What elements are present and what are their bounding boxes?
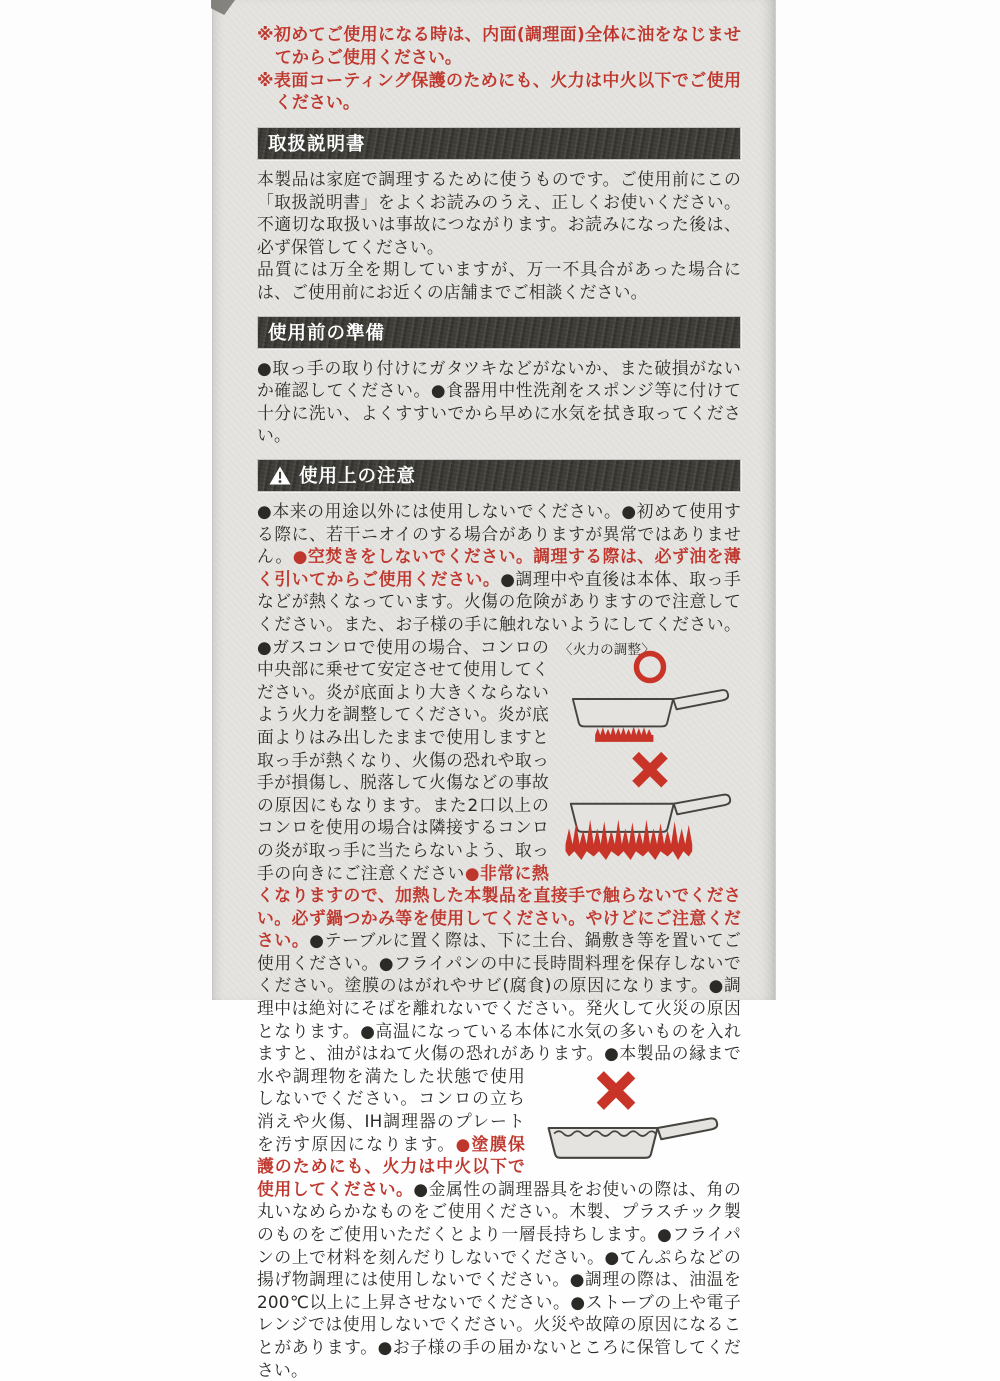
text-segment: ●金属性の調理器具をお使いの際は、角の丸いなめらかなものをご使用ください。木製、プラスチック製のものをご使用いただくとより一層長持ちします。●フライパンの上で材料を刻んだりしないでください。●てんぷらなどの揚げ物調理には使用しないでください。●調理の際は、油温を200℃以上に上昇させないでください。●ストーブの上や電子レンジでは使用しないでください。火災や故障の原因になることがあります。●お子様の手の届かないところに保管してください。 — [257, 1178, 741, 1380]
section-title-preparation: 使用前の準備 — [268, 322, 386, 344]
warning-text-segment: ●空焚きをしないでください。調理する際は、必ず油を薄く引いてからご使用ください。 — [257, 546, 741, 589]
paragraph — [257, 168, 741, 258]
section-header-manual — [257, 127, 741, 160]
section-header-cautions — [257, 459, 741, 492]
section-header-preparation — [257, 316, 741, 349]
paragraph — [257, 500, 741, 1381]
section-body-preparation — [257, 357, 741, 447]
text-segment: ●テーブルに置く際は、下に土台、鍋敷き等を置いてご使用ください。●フライパンの中に長時間料理を保存しないでください。塗膜のはがれやサビ(腐食)の原因になります。●調理中は絶対にそばを離れないでください。発火して火災の原因となります。●高温になっている本体に水気の多いものを入れますと、油がはねて火傷の恐れがあります。 — [257, 930, 741, 1064]
section-title-cautions: 使用上の注意 — [299, 466, 417, 487]
sections — [257, 127, 741, 1381]
figure-do-not-fill-to-brim — [533, 1068, 741, 1169]
text-segment: ●本製品の縁まで水や調理物を満たした状態で使用しないでください。コンロの立ち消えや火傷、IH調理器のプレートを汚す原因になります。 — [257, 1043, 741, 1154]
text-segment: ●本来の用途以外には使用しないでください。●初めて使用する際に、若干ニオイのする場合がありますが異常ではありません。 — [257, 501, 741, 567]
top-note-1: ※初めてご使用になる時は、内面(調理面)全体に油をなじませてからご使用ください。 — [257, 25, 741, 68]
text-segment: ●取っ手の取り付けにガタツキなどがないか、また破損がないか確認してください。●食器用中性洗剤をスポンジ等に付けて十分に洗い、よくすすいでから早めに水気を拭き取ってください。 — [257, 357, 741, 446]
figure-heat-adjust — [559, 639, 741, 869]
section-body-cautions — [257, 500, 741, 1381]
paragraph — [257, 258, 741, 303]
sheet-corner-shadow — [211, 0, 235, 15]
text-segment: ●ガスコンロで使用の場合、コンロの中央部に乗せて安定させて使用してください。炎が底面より大きくならないよう火力を調整してください。炎が底面よりはみ出したままで使用しますと取っ手が熱くなり、火傷の恐れや取っ手が損傷し、脱落して火傷などの事故の原因にもなります。また2口以上のコンロを使用の場合は隣接するコンロの炎が取っ手に当たらないよう、取っ手の向きにご注意ください — [257, 636, 549, 883]
cross-icon — [627, 749, 673, 790]
text-segment: 本製品は家庭で調理するために使うものです。ご使用前にこの「取扱説明書」をよくお読みのうえ、正しくお使いください。不適切な取扱いは事故につながります。お読みになった後は、必ず保管してください。 — [257, 169, 741, 257]
section-body-manual — [257, 168, 741, 304]
top-note-2: ※表面コーティング保護のためにも、火力は中火以下でご使用ください。 — [257, 70, 741, 114]
sheet-content — [257, 24, 741, 1381]
warning-text-segment: ●塗膜保護のためにも、火力は中火以下で使用してください。 — [257, 1133, 526, 1199]
text-segment: 品質には万全を期していますが、万一不具合があった場合には、ご使用前にお近くの店舗までご相談ください。 — [257, 259, 741, 303]
warning-triangle-icon — [268, 465, 292, 486]
pan-filled-to-brim-illustration — [533, 1115, 741, 1169]
paragraph — [257, 357, 741, 447]
circle-outline-icon — [630, 649, 670, 685]
instruction-sheet — [212, 0, 776, 1380]
pan-with-oversized-flame-illustration — [562, 793, 738, 869]
warning-text-segment: ●非常に熱くなりますので、加熱した本製品を直接手で触らないでください。必ず鍋つかみ等を使用してください。やけどにご注意ください。 — [257, 862, 741, 951]
top-notes — [257, 24, 741, 115]
section-title-manual: 取扱説明書 — [268, 134, 366, 156]
figure-heat-adjust-label: 〈火力の調整〉 — [559, 641, 655, 658]
text-segment: ●調理中や直後は本体、取っ手などが熱くなっています。火傷の危険がありますので注意してください。また、お子様の手に触れないようにしてください。 — [257, 568, 741, 634]
cross-icon — [591, 1068, 641, 1113]
pan-with-contained-flame-illustration — [562, 687, 738, 747]
